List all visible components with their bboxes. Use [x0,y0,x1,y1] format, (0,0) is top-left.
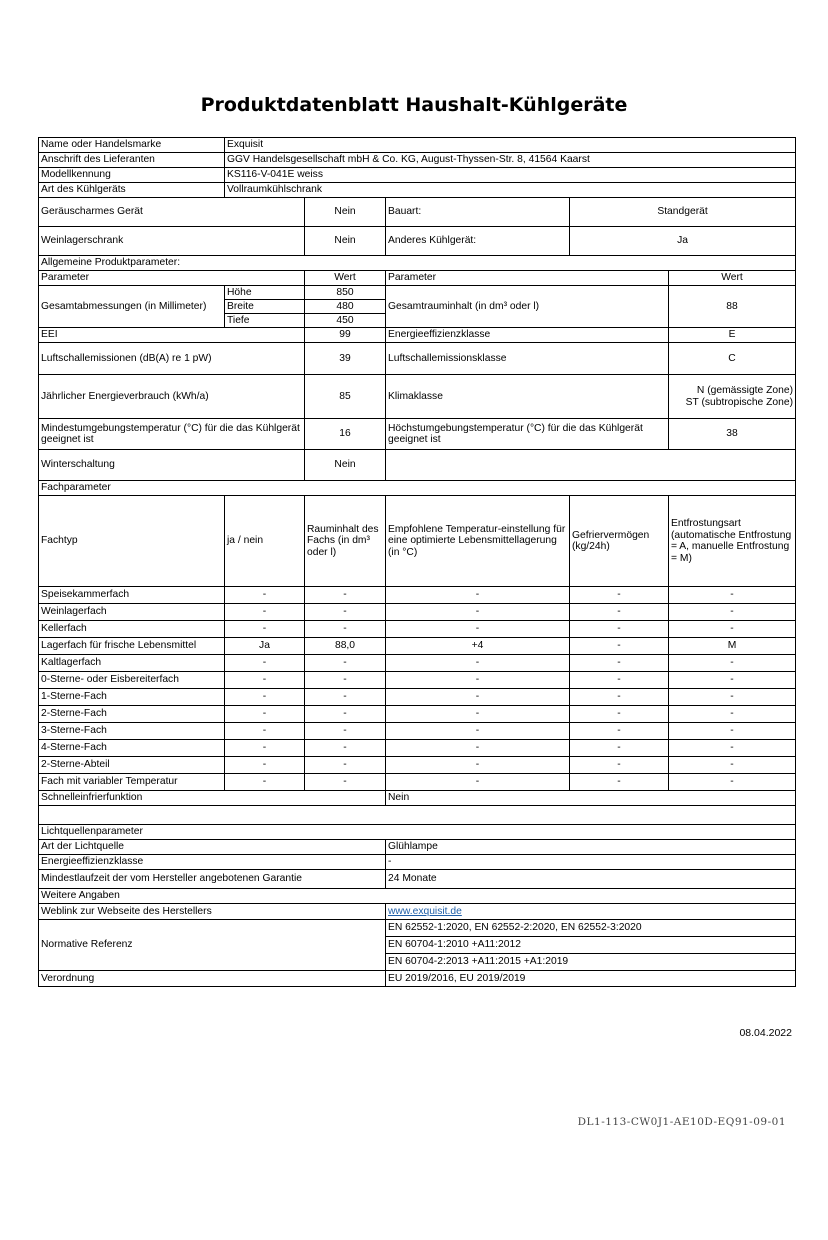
consumption-value: 85 [305,375,386,419]
compartment-defrost: - [669,587,796,604]
compartment-defrost: - [669,706,796,723]
light-class-value: - [386,855,796,870]
depth-label: Tiefe [225,314,305,328]
compartment-name: 2-Sterne-Abteil [39,757,225,774]
design-label: Bauart: [386,198,570,227]
model-value: KS116-V-041E weiss [225,168,796,183]
winter-value: Nein [305,450,386,481]
consumption-label: Jährlicher Energieverbrauch (kWh/a) [39,375,305,419]
compartment-volume: - [305,621,386,638]
normative-value-1: EN 62552-1:2020, EN 62552-2:2020, EN 62552-3:2020 [386,920,796,937]
compartment-name: 1-Sterne-Fach [39,689,225,706]
compartment-volume: - [305,757,386,774]
volume-value: 88 [669,286,796,328]
value-header-right: Wert [669,271,796,286]
energy-class-label: Energieeffizienzklasse [386,328,669,343]
compartment-temp: - [386,604,570,621]
max-temp-value: 38 [669,419,796,450]
height-label: Höhe [225,286,305,300]
climate-value-1: N (gemässigte Zone) [696,385,794,396]
compartment-freeze: - [570,774,669,791]
page-title: Produktdatenblatt Haushalt-Kühlgeräte [200,94,628,116]
compartment-temp: - [386,740,570,757]
value-header: Wert [305,271,386,286]
compartment-freeze: - [570,672,669,689]
document-code: DL1-113-CW0J1-AE10D-EQ91-09-01 [577,1116,786,1128]
compartment-name: Kellerfach [39,621,225,638]
compartment-name: 2-Sterne-Fach [39,706,225,723]
dimensions-label: Gesamtabmessungen (in Millimeter) [39,286,225,328]
supplier-value: GGV Handelsgesellschaft mbH & Co. KG, August-Thyssen-Str. 8, 41564 Kaarst [225,153,796,168]
compartment-temp: - [386,587,570,604]
compartment-defrost: - [669,604,796,621]
other-appliance-value: Ja [570,227,796,256]
light-type-value: Glühlampe [386,840,796,855]
compartment-freeze: - [570,689,669,706]
warranty-value: 24 Monate [386,870,796,889]
normative-value-2: EN 60704-1:2010 +A11:2012 [386,937,796,954]
product-data-table [38,137,796,987]
compartment-temp: - [386,723,570,740]
table-row [39,774,796,791]
type-label: Art des Kühlgeräts [39,183,225,198]
brand-label: Name oder Handelsmarke [39,138,225,153]
energy-class-value: E [669,328,796,343]
compartment-yesno: - [225,587,305,604]
compartment-defrost: - [669,740,796,757]
compartment-volume: - [305,740,386,757]
table-row [39,604,796,621]
table-row [39,689,796,706]
compartment-defrost: - [669,774,796,791]
width-value: 480 [305,300,386,314]
table-row [39,757,796,774]
wine-cabinet-label: Weinlagerschrank [39,227,305,256]
regulation-label: Verordnung [39,971,386,987]
noise-value: 39 [305,343,386,375]
compartment-volume: - [305,706,386,723]
compartment-defrost: - [669,672,796,689]
compartment-freeze: - [570,587,669,604]
compartment-yesno: - [225,757,305,774]
climate-value-2: ST (subtropische Zone) [685,396,794,408]
compartment-heading: Fachparameter [39,481,796,496]
warranty-label: Mindestlaufzeit der vom Hersteller angebotenen Garantie [39,870,386,889]
volume-label: Gesamtrauminhalt (in dm³ oder l) [386,286,669,328]
noise-class-value: C [669,343,796,375]
min-temp-value: 16 [305,419,386,450]
table-row [39,587,796,604]
compartment-defrost-header: Entfrostungsart (automatische Entfrostung = A, manuelle Entfrostung = M) [669,496,796,587]
design-value: Standgerät [570,198,796,227]
compartment-volume: - [305,587,386,604]
compartment-freeze: - [570,757,669,774]
min-temp-label: Mindestumgebungstemperatur (°C) für die das Kühlgerät geeignet ist [39,419,305,450]
width-label: Breite [225,300,305,314]
regulation-value: EU 2019/2016, EU 2019/2019 [386,971,796,987]
eei-label: EEI [39,328,305,343]
quick-freeze-value: Nein [386,791,796,806]
compartment-volume: - [305,655,386,672]
compartment-defrost: - [669,757,796,774]
compartment-defrost: - [669,723,796,740]
compartment-freeze-header: Gefriervermögen (kg/24h) [570,496,669,587]
compartment-volume: - [305,723,386,740]
low-noise-value: Nein [305,198,386,227]
supplier-label: Anschrift des Lieferanten [39,153,225,168]
compartment-yesno-header: ja / nein [225,496,305,587]
compartment-temp: - [386,621,570,638]
compartment-volume: 88,0 [305,638,386,655]
compartment-freeze: - [570,723,669,740]
table-row [39,723,796,740]
compartment-freeze: - [570,740,669,757]
compartment-yesno: - [225,723,305,740]
table-row [39,655,796,672]
table-row [39,638,796,655]
compartment-temp: - [386,774,570,791]
compartment-name: Kaltlagerfach [39,655,225,672]
compartment-yesno: - [225,655,305,672]
compartment-temp: +4 [386,638,570,655]
param-header-right: Parameter [386,271,669,286]
compartment-name: 4-Sterne-Fach [39,740,225,757]
brand-value: Exquisit [225,138,796,153]
light-type-label: Art der Lichtquelle [39,840,386,855]
compartment-yesno: - [225,672,305,689]
depth-value: 450 [305,314,386,328]
height-value: 850 [305,286,386,300]
manufacturer-weblink[interactable]: www.exquisit.de [388,905,462,917]
compartment-name: 3-Sterne-Fach [39,723,225,740]
normative-value-3: EN 60704-2:2013 +A11:2015 +A1:2019 [386,954,796,971]
compartment-freeze: - [570,604,669,621]
climate-label: Klimaklasse [386,375,669,419]
compartment-defrost: - [669,621,796,638]
compartment-temp: - [386,672,570,689]
compartment-defrost: - [669,655,796,672]
compartment-volume: - [305,774,386,791]
max-temp-label: Höchstumgebungstemperatur (°C) für die das Kühlgerät geeignet ist [386,419,669,450]
normative-label: Normative Referenz [39,920,386,971]
compartment-yesno: - [225,689,305,706]
compartment-temp: - [386,655,570,672]
compartment-freeze: - [570,621,669,638]
table-row [39,621,796,638]
low-noise-label: Geräuscharmes Gerät [39,198,305,227]
weblink-label: Weblink zur Webseite des Herstellers [39,904,386,920]
light-class-label: Energieeffizienzklasse [39,855,386,870]
compartment-defrost: - [669,689,796,706]
table-row [39,706,796,723]
compartment-yesno: - [225,621,305,638]
wine-cabinet-value: Nein [305,227,386,256]
compartment-type-header: Fachtyp [39,496,225,587]
noise-class-label: Luftschallemissionsklasse [386,343,669,375]
compartment-freeze: - [570,655,669,672]
compartment-name: Lagerfach für frische Lebensmittel [39,638,225,655]
table-row [39,740,796,757]
compartment-yesno: - [225,706,305,723]
compartment-volume: - [305,689,386,706]
winter-label: Winterschaltung [39,450,305,481]
eei-value: 99 [305,328,386,343]
compartment-defrost: M [669,638,796,655]
compartment-freeze: - [570,706,669,723]
noise-label: Luftschallemissionen (dB(A) re 1 pW) [39,343,305,375]
compartment-volume: - [305,604,386,621]
quick-freeze-label: Schnelleinfrierfunktion [39,791,386,806]
more-info-heading: Weitere Angaben [39,889,796,904]
compartment-volume: - [305,672,386,689]
compartment-volume-header: Rauminhalt des Fachs (in dm³ oder l) [305,496,386,587]
climate-value [669,375,796,419]
compartment-name: Weinlagerfach [39,604,225,621]
compartment-temp-header: Empfohlene Temperatur-einstellung für eine optimierte Lebensmittellagerung (in °C) [386,496,570,587]
table-row [39,672,796,689]
document-date: 08.04.2022 [739,1027,792,1039]
compartment-name: Speisekammerfach [39,587,225,604]
compartment-yesno: - [225,740,305,757]
model-label: Modellkennung [39,168,225,183]
param-header: Parameter [39,271,305,286]
compartment-temp: - [386,689,570,706]
compartment-temp: - [386,706,570,723]
light-heading: Lichtquellenparameter [39,825,796,840]
compartment-temp: - [386,757,570,774]
compartment-freeze: - [570,638,669,655]
compartment-name: 0-Sterne- oder Eisbereiterfach [39,672,225,689]
compartment-name: Fach mit variabler Temperatur [39,774,225,791]
general-params-heading: Allgemeine Produktparameter: [39,256,796,271]
compartment-yesno: - [225,774,305,791]
compartment-yesno: Ja [225,638,305,655]
compartment-yesno: - [225,604,305,621]
type-value: Vollraumkühlschrank [225,183,796,198]
other-appliance-label: Anderes Kühlgerät: [386,227,570,256]
